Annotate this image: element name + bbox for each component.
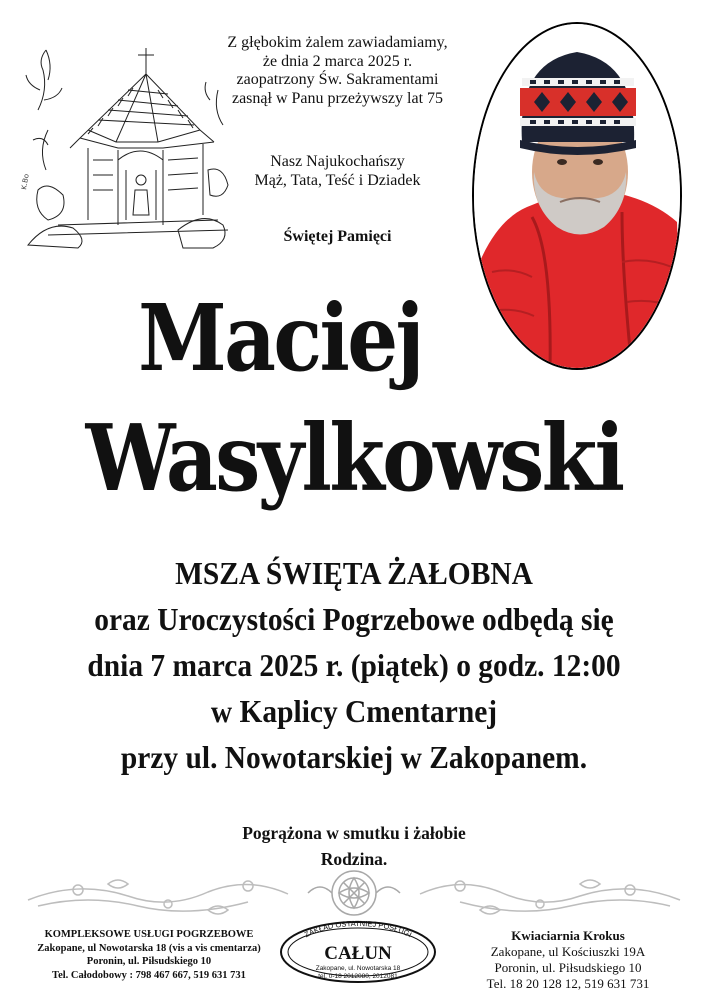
chapel-illustration [18, 30, 233, 255]
logo-phone: tel. 0-18 2012080, 2012081 [318, 973, 398, 980]
florist-phone: Tel. 18 20 128 12, 519 631 731 [486, 976, 650, 991]
funeral-home-title: KOMPLEKSOWE USŁUGI POGRZEBOWE [44, 929, 254, 940]
announcement-line: zaopatrzony Św. Sakramentami [236, 71, 439, 88]
funeral-home-address: Poronin, ul. Piłsudskiego 10 [86, 956, 212, 967]
announcement-text [220, 34, 455, 108]
announcement-line: że dnia 2 marca 2025 r. [262, 52, 413, 70]
calun-logo [278, 918, 438, 984]
funeral-home-phone: Tel. Całodobowy : 798 467 667, 519 631 731 [52, 969, 246, 981]
florist-address: Poronin, ul. Piłsudskiego 10 [494, 960, 642, 975]
mourners-text [0, 820, 708, 872]
decorative-ornament [18, 866, 690, 920]
florist-title: Kwiaciarnia Krokus [511, 928, 625, 943]
relation-line: Mąż, Tata, Teść i Dziadek [254, 172, 421, 189]
funeral-details-line: przy ul. Nowotarskiej w Zakopanem. [120, 739, 588, 775]
announcement-line: zasnął w Panu przeżywszy lat 75 [231, 89, 444, 107]
memory-heading: Świętej Pamięci [283, 228, 392, 245]
funeral-details-line: oraz Uroczystości Pogrzebowe odbędą się [94, 601, 614, 637]
funeral-details-line: MSZA ŚWIĘTA ŻAŁOBNA [175, 555, 533, 591]
funeral-home-contact [14, 928, 284, 982]
funeral-details-line: w Kaplicy Cmentarnej [210, 693, 498, 729]
mourners-line: Rodzina. [320, 849, 388, 869]
portrait-photo [472, 22, 682, 370]
logo-top-text: ZAKŁAD OSTATNIEJ POSŁUGI [302, 918, 414, 940]
relation-text [220, 152, 455, 190]
svg-text:K.Bo: K.Bo [20, 173, 31, 191]
deceased-first-name: Maciej [138, 284, 422, 392]
relation-line: Nasz Najukochańszy [270, 153, 405, 170]
announcement-line: Z głębokim żalem zawiadamiamy, [227, 34, 448, 51]
logo-name: CAŁUN [324, 943, 392, 964]
florist-address: Zakopane, ul Kościuszki 19A [490, 944, 646, 959]
funeral-home-address: Zakopane, ul Nowotarska 18 (vis a vis cmentarza) [37, 942, 261, 954]
funeral-details [28, 550, 679, 780]
logo-address: Zakopane, ul. Nowotarska 18 [315, 965, 401, 972]
deceased-last-name: Wasylkowski [85, 404, 623, 512]
mourners-line: Pogrążona w smutku i żałobie [242, 823, 466, 843]
funeral-details-line: dnia 7 marca 2025 r. (piątek) o godz. 12:00 [87, 647, 621, 683]
florist-contact [440, 928, 696, 992]
